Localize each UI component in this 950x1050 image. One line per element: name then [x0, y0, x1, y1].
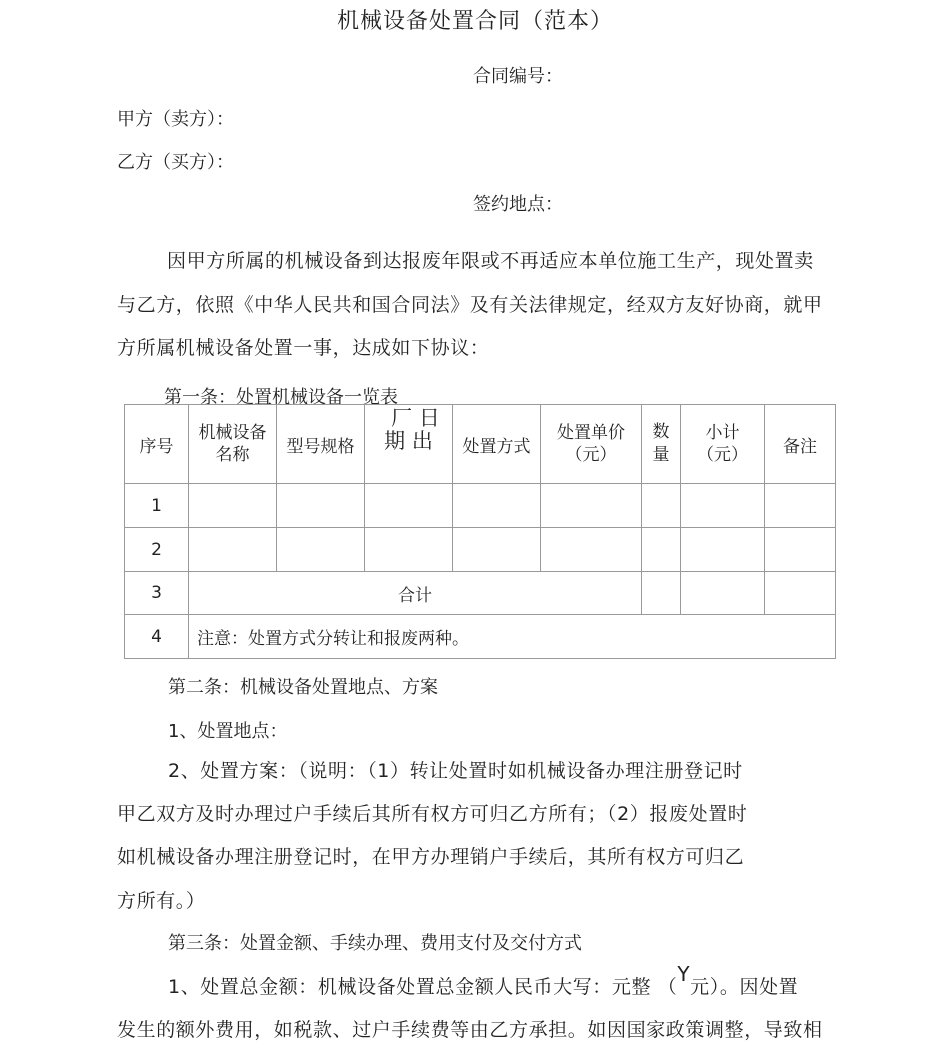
table-row-total [125, 572, 836, 615]
row-seq: 2 [125, 528, 189, 572]
table-cell [541, 528, 642, 572]
intro-line-2: 与乙方，依照《中华人民共和国合同法》及有关法律规定，经双方友好协商，就甲 [117, 294, 823, 316]
table-cell [765, 484, 836, 528]
amount-text: 1、处置总金额：机械设备处置总金额人民币大写：元整 （ [168, 976, 678, 998]
header-model: 型号规格 [277, 405, 365, 484]
article-2-item-2-line-2: 甲乙双方及时办理过户手续后其所有权方可归乙方所有；（2）报废处置时 [117, 803, 748, 825]
intro-line-1: 因甲方所属的机械设备到达报废年限或不再适应本单位施工生产，现处置卖 [167, 250, 814, 272]
header-equipment-name: 机械设备 名称 [189, 405, 277, 484]
article-3-heading: 第三条：处置金额、手续办理、费用支付及交付方式 [168, 933, 582, 954]
header-quantity: 数 量 [642, 405, 681, 484]
header-remarks: 备注 [765, 405, 836, 484]
table-cell [277, 528, 365, 572]
equipment-table [124, 404, 836, 659]
row-seq: 4 [125, 615, 189, 659]
article-1-heading: 第一条：处置机械设备一览表 [164, 387, 398, 408]
table-cell [189, 528, 277, 572]
table-cell [681, 528, 765, 572]
article-2-item-2-line-1: 2、处置方案：（说明：（1）转让处置时如机械设备办理注册登记时 [168, 760, 743, 782]
article-2-item-1: 1、处置地点： [168, 721, 288, 742]
contract-no-label: 合同编号： [473, 66, 563, 87]
intro-line-3: 方所属机械设备处置一事，达成如下协议： [117, 337, 490, 359]
table-cell [642, 572, 681, 615]
table-cell [765, 528, 836, 572]
header-factory-date: 厂 日 期 出 [365, 405, 453, 484]
table-cell [681, 484, 765, 528]
row-seq: 3 [125, 572, 189, 615]
header-subtotal: 小计 （元） [681, 405, 765, 484]
table-row [125, 484, 836, 528]
table-cell [189, 484, 277, 528]
party-b-label: 乙方（买方）： [117, 152, 234, 173]
table-cell [453, 484, 541, 528]
table-cell [541, 484, 642, 528]
table-row [125, 528, 836, 572]
header-method: 处置方式 [453, 405, 541, 484]
row-seq: 1 [125, 484, 189, 528]
table-cell [365, 528, 453, 572]
table-cell [642, 528, 681, 572]
article-3-item-1-line-1 [168, 962, 799, 999]
party-a-label: 甲方（卖方）： [117, 109, 234, 130]
table-cell [642, 484, 681, 528]
header-unit-price: 处置单价 （元） [541, 405, 642, 484]
header-seq: 序号 [125, 405, 189, 484]
article-2-item-2-line-3: 如机械设备办理注册登记时，在甲方办理销户手续后，其所有权方可归乙 [117, 846, 745, 868]
signing-place-label: 签约地点： [473, 194, 563, 215]
article-2-item-2-line-4: 方所有。） [117, 890, 206, 912]
table-cell [453, 528, 541, 572]
article-3-item-1-line-2: 发生的额外费用，如税款、过户手续费等由乙方承担。如因国家政策调整，导致相 [117, 1019, 823, 1041]
total-label: 合计 [189, 572, 642, 615]
table-cell [277, 484, 365, 528]
table-cell [765, 572, 836, 615]
table-cell [681, 572, 765, 615]
table-cell [365, 484, 453, 528]
article-2-heading: 第二条：机械设备处置地点、方案 [168, 677, 438, 698]
page-title: 机械设备处置合同（范本） [336, 9, 613, 34]
table-row-note [125, 615, 836, 659]
yuan-symbol: Y [677, 962, 691, 986]
table-note: 注意：处置方式分转让和报废两种。 [189, 615, 836, 659]
table-header-row [125, 405, 836, 484]
amount-text-tail: 元）。因处置 [690, 976, 799, 998]
